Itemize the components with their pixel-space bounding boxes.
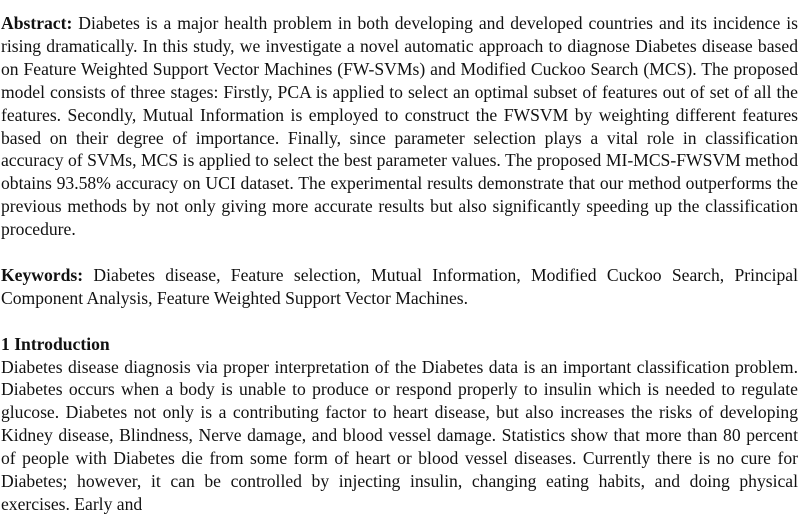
keywords-text: Diabetes disease, Feature selection, Mutual Information, Modified Cuckoo Search, Principal Component Analysis, Feature Weighted Support Vector Machines. (1, 264, 798, 308)
paper-page (1, 12, 798, 516)
spacer (1, 310, 798, 333)
keywords-label: Keywords: (1, 264, 84, 285)
introduction-paragraph: Diabetes disease diagnosis via proper interpretation of the Diabetes data is an important classification problem. Diabetes occurs when a body is unable to produce or respond properly to insulin which is needed to regulate glucose. Diabetes not only is a contributing factor to heart disease, but also increases the risks of developing Kidney disease, Blindness, Nerve damage, and blood vessel damage. Statistics show that more than 80 percent of people with Diabetes die from some form of heart or blood vessel diseases. Currently there is no cure for Diabetes; however, it can be controlled by injecting insulin, changing eating habits, and doing physical exercises. Early and (1, 356, 798, 514)
abstract-label: Abstract: (1, 13, 73, 33)
spacer (1, 241, 798, 264)
abstract-paragraph (1, 12, 798, 241)
section-heading-introduction: 1 Introduction (1, 333, 110, 354)
abstract-text: Diabetes is a major health problem in both developing and developed countries and its incidence is rising dramatically. In this study, we investigate a novel automatic approach to diagnose Diabetes disease based on Feature Weighted Support Vector Machines (FW-SVMs) and Modified Cuckoo Search (MCS). The proposed model consists of three stages: Firstly, PCA is applied to select an optimal subset of features out of set of all the features. Secondly, Mutual Information is employed to construct the FWSVM by weighting different features based on their degree of importance. Finally, since parameter selection plays a vital role in classification accuracy of SVMs, MCS is applied to select the best parameter values. The proposed MI-MCS-FWSVM method obtains 93.58% accuracy on UCI dataset. The experimental results demonstrate that our method outperforms the previous methods by not only giving more accurate results but also significantly speeding up the classification procedure. (1, 13, 798, 240)
keywords-paragraph (1, 264, 798, 310)
